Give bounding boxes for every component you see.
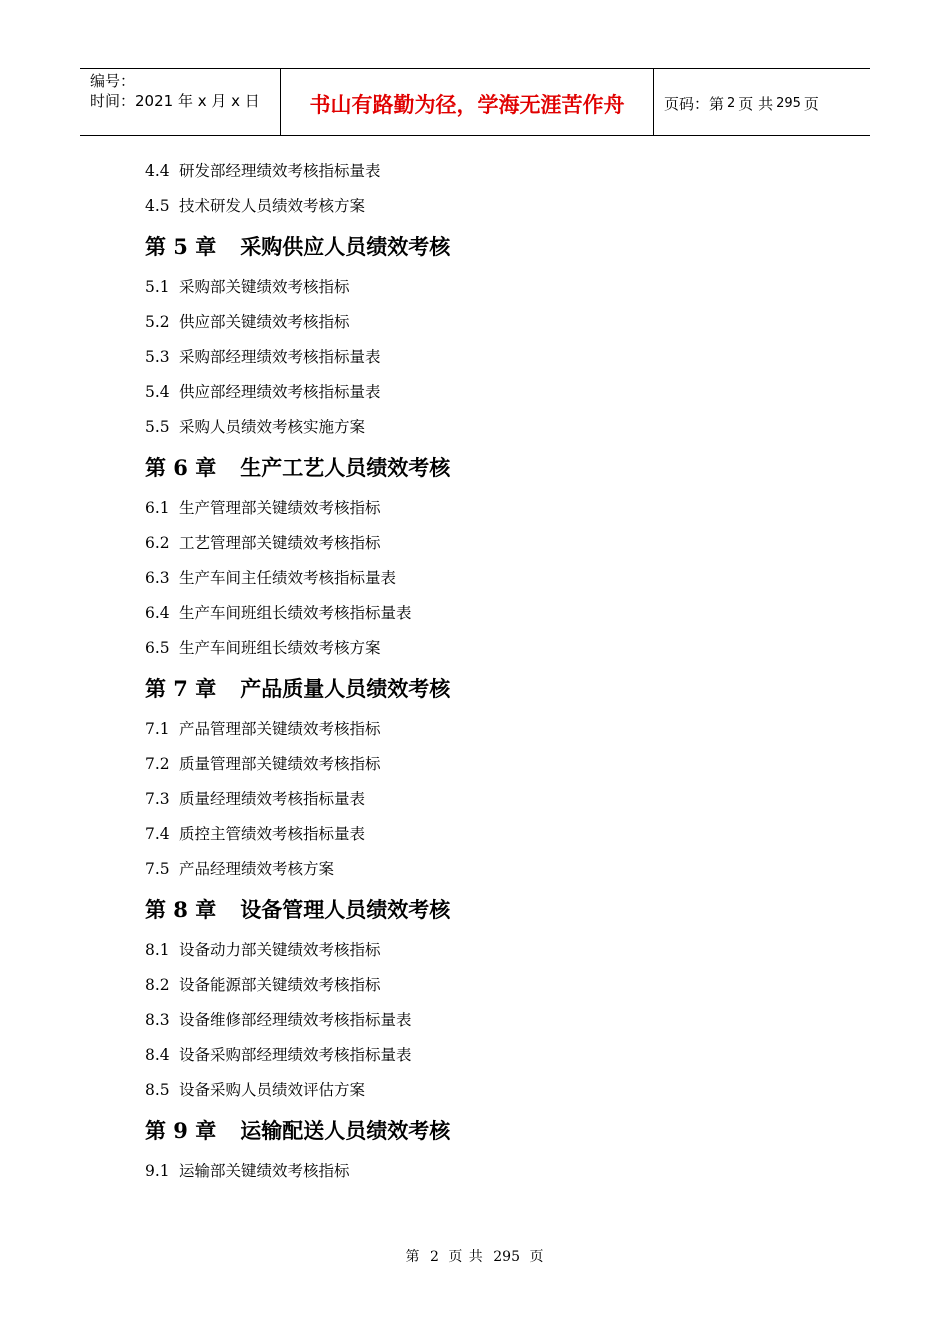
entry-title: 供应部关键绩效考核指标 (178, 313, 350, 331)
footer-page-total: 295 (493, 1249, 520, 1265)
chapter-title: 运输配送人员绩效考核 (240, 1118, 451, 1143)
entry-number: 8.2 (145, 976, 170, 994)
header-motto: 书山有路勤为径，学海无涯苦作舟 (281, 69, 654, 135)
chapter-number: 第 6 章 (145, 455, 217, 480)
entry-number: 8.4 (145, 1046, 170, 1064)
chapter-title: 设备管理人员绩效考核 (240, 897, 451, 922)
entry-title: 质量管理部关键绩效考核指标 (178, 755, 381, 773)
entry-title: 设备采购人员绩效评估方案 (178, 1081, 365, 1099)
entry-title: 产品经理绩效考核方案 (178, 860, 334, 878)
chapter-number: 第 8 章 (145, 897, 217, 922)
entry-title: 技术研发人员绩效考核方案 (178, 197, 365, 215)
entry-number: 9.1 (145, 1162, 170, 1180)
entry-number: 7.5 (145, 860, 170, 878)
entry-title: 生产车间班组长绩效考核指标量表 (178, 604, 412, 622)
entry-title: 设备能源部关键绩效考核指标 (178, 976, 381, 994)
header-page-total: 295 (776, 95, 801, 111)
chapter-number: 第 5 章 (145, 234, 217, 259)
toc-entry (145, 410, 845, 445)
chapter-number: 第 7 章 (145, 676, 217, 701)
entry-title: 生产车间班组长绩效考核方案 (178, 639, 381, 657)
header-page-suffix: 页 (803, 94, 819, 113)
entry-title: 供应部经理绩效考核指标量表 (178, 383, 381, 401)
toc-entry (145, 1154, 845, 1189)
entry-number: 6.1 (145, 499, 170, 517)
toc-entry (145, 782, 845, 817)
toc-entry (145, 526, 845, 561)
toc-chapter-heading (145, 887, 845, 933)
toc-entry (145, 596, 845, 631)
entry-title: 生产车间主任绩效考核指标量表 (178, 569, 396, 587)
chapter-title: 产品质量人员绩效考核 (240, 676, 451, 701)
toc-chapter-heading (145, 224, 845, 270)
header-code-label: 编号： (90, 72, 136, 90)
entry-number: 6.2 (145, 534, 170, 552)
entry-title: 质控主管绩效考核指标量表 (178, 825, 365, 843)
entry-title: 运输部关键绩效考核指标 (178, 1162, 350, 1180)
chapter-title: 生产工艺人员绩效考核 (240, 455, 451, 480)
entry-title: 研发部经理绩效考核指标量表 (178, 162, 381, 180)
entry-number: 4.4 (145, 162, 170, 180)
entry-title: 采购部关键绩效考核指标 (178, 278, 350, 296)
toc-entry (145, 305, 845, 340)
entry-number: 7.2 (145, 755, 170, 773)
entry-number: 5.5 (145, 418, 170, 436)
entry-title: 采购人员绩效考核实施方案 (178, 418, 365, 436)
entry-number: 7.4 (145, 825, 170, 843)
header-page-indicator (654, 69, 870, 135)
page-footer (0, 1246, 950, 1266)
header-page-mid: 页 共 (738, 94, 774, 113)
header-meta (80, 69, 281, 135)
entry-number: 4.5 (145, 197, 170, 215)
toc-entry (145, 1038, 845, 1073)
entry-title: 生产管理部关键绩效考核指标 (178, 499, 381, 517)
footer-suffix: 页 (529, 1249, 545, 1265)
entry-number: 5.3 (145, 348, 170, 366)
entry-number: 6.3 (145, 569, 170, 587)
page-header (80, 68, 870, 136)
entry-number: 7.1 (145, 720, 170, 738)
entry-title: 采购部经理绩效考核指标量表 (178, 348, 381, 366)
entry-number: 8.5 (145, 1081, 170, 1099)
toc-entry (145, 968, 845, 1003)
entry-number: 6.5 (145, 639, 170, 657)
toc-entry (145, 631, 845, 666)
chapter-title: 采购供应人员绩效考核 (240, 234, 451, 259)
entry-title: 质量经理绩效考核指标量表 (178, 790, 365, 808)
toc-entry (145, 747, 845, 782)
toc-chapter-heading (145, 666, 845, 712)
toc-entry (145, 1073, 845, 1108)
chapter-number: 第 9 章 (145, 1118, 217, 1143)
toc-entry (145, 340, 845, 375)
header-time-label: 时间：2021 年 x 月 x 日 (90, 92, 260, 110)
entry-number: 8.1 (145, 941, 170, 959)
entry-number: 6.4 (145, 604, 170, 622)
header-page-prefix: 页码：第 (664, 94, 725, 113)
footer-mid: 页 共 (448, 1249, 484, 1265)
toc-entry (145, 933, 845, 968)
toc-entry (145, 491, 845, 526)
toc-entry (145, 154, 845, 189)
entry-number: 5.2 (145, 313, 170, 331)
entry-title: 设备采购部经理绩效考核指标量表 (178, 1046, 412, 1064)
table-of-contents (145, 154, 845, 1189)
entry-number: 8.3 (145, 1011, 170, 1029)
toc-entry (145, 712, 845, 747)
entry-title: 设备动力部关键绩效考核指标 (178, 941, 381, 959)
header-page-current: 2 (727, 95, 736, 111)
entry-number: 5.4 (145, 383, 170, 401)
toc-entry (145, 817, 845, 852)
toc-entry (145, 852, 845, 887)
toc-entry (145, 375, 845, 410)
footer-prefix: 第 (405, 1249, 421, 1265)
entry-title: 产品管理部关键绩效考核指标 (178, 720, 381, 738)
entry-title: 工艺管理部关键绩效考核指标 (178, 534, 381, 552)
toc-chapter-heading (145, 1108, 845, 1154)
toc-entry (145, 270, 845, 305)
footer-page-current: 2 (429, 1249, 439, 1265)
toc-entry (145, 1003, 845, 1038)
toc-entry (145, 189, 845, 224)
entry-title: 设备维修部经理绩效考核指标量表 (178, 1011, 412, 1029)
entry-number: 5.1 (145, 278, 170, 296)
toc-entry (145, 561, 845, 596)
toc-chapter-heading (145, 445, 845, 491)
entry-number: 7.3 (145, 790, 170, 808)
